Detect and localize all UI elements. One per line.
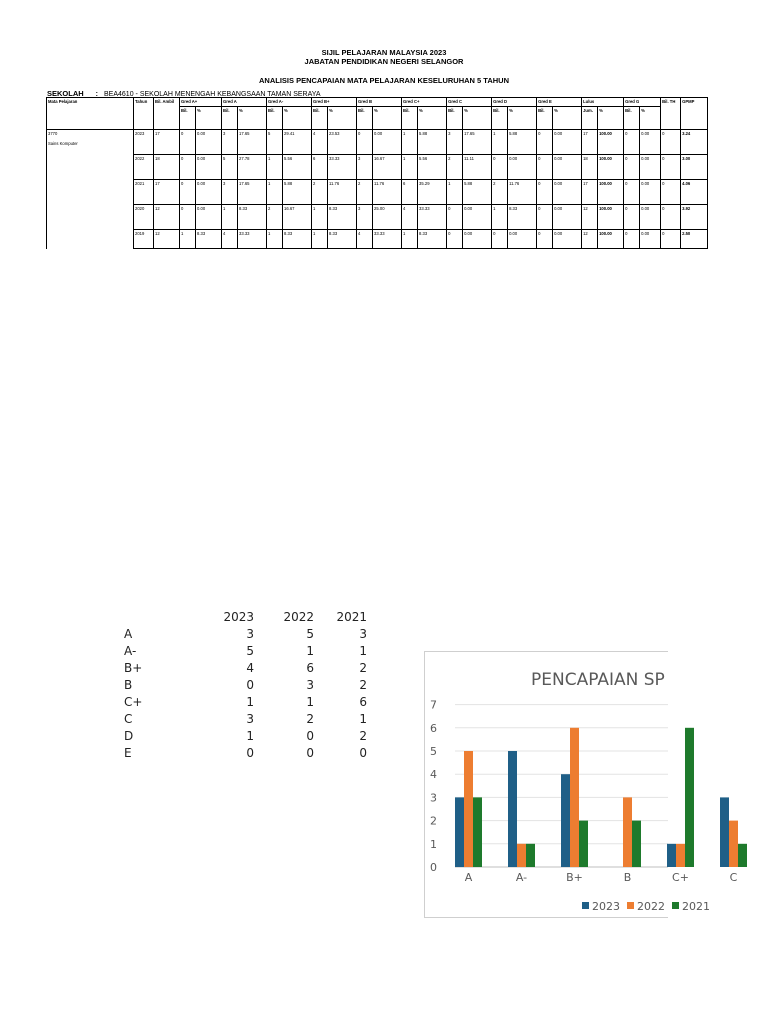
header-percent: %: [640, 107, 661, 130]
header-percent: %: [238, 107, 267, 130]
grade-count-cell: 1: [312, 230, 328, 249]
grade-value: 0: [306, 746, 314, 760]
gpmp-cell: 2.50: [681, 230, 708, 249]
year-header: 2021: [336, 610, 367, 624]
grade-percent-cell: 17.65: [238, 130, 267, 155]
results-table: [46, 97, 708, 249]
grade-percent-cell: 8.33: [196, 230, 222, 249]
grade-percent-cell: 8.33: [508, 205, 537, 230]
grade-percent-cell: 33.33: [328, 155, 357, 180]
year-cell: 2019: [134, 230, 154, 249]
bar: [455, 797, 464, 867]
header-percent: %: [328, 107, 357, 130]
y-tick-label: 7: [430, 698, 437, 712]
y-tick-label: 3: [430, 791, 437, 805]
pass-count-cell: 12: [582, 230, 598, 249]
grade-count-cell: 1: [492, 130, 508, 155]
grade-percent-cell: 0.00: [553, 155, 582, 180]
header-count: Bil.: [537, 107, 553, 130]
grade-percent-cell: 0.00: [553, 205, 582, 230]
y-tick-label: 2: [430, 814, 437, 828]
grade-label: B+: [124, 661, 143, 675]
header-year: Tahun: [134, 98, 154, 130]
grade-count-cell: 1: [402, 155, 418, 180]
y-tick-label: 4: [430, 768, 437, 782]
grade-label: B: [124, 678, 133, 692]
grade-percent-cell: 17.65: [238, 180, 267, 205]
grade-count-cell: 3: [222, 180, 238, 205]
year-header: 2023: [223, 610, 254, 624]
grade-count-cell: 0: [537, 205, 553, 230]
grade-percent-cell: 8.33: [418, 230, 447, 249]
grade-value: 0: [359, 746, 367, 760]
bar: [473, 797, 482, 867]
grade-count-cell: 3: [222, 130, 238, 155]
grade-count-cell: 1: [267, 180, 283, 205]
header-count: Bil.: [624, 107, 640, 130]
header-count: Bil.: [402, 107, 418, 130]
fail-count-cell: 0: [624, 205, 640, 230]
grade-count-cell: 2: [312, 180, 328, 205]
grade-value: 1: [306, 695, 314, 709]
fail-count-cell: 0: [624, 230, 640, 249]
header-th: Bil. TH: [661, 98, 681, 130]
legend-label: 2022: [637, 900, 665, 913]
grade-percent-cell: 35.29: [418, 180, 447, 205]
legend-swatch: [582, 902, 589, 909]
x-tick-label: A-: [515, 871, 528, 884]
pass-count-cell: 18: [582, 155, 598, 180]
grade-value: 1: [246, 729, 254, 743]
chart-svg: [425, 652, 738, 917]
legend-swatch: [672, 902, 679, 909]
candidates-cell: 12: [154, 230, 180, 249]
grade-value: 3: [359, 627, 367, 641]
header-grade: Gred A+: [180, 98, 222, 107]
fail-count-cell: 0: [624, 180, 640, 205]
grade-count-cell: 0: [180, 155, 196, 180]
grade-count-cell: 0: [537, 180, 553, 205]
table-row: [47, 205, 708, 230]
header-count: Bil.: [267, 107, 283, 130]
grade-count-cell: 5: [267, 130, 283, 155]
school-colon: :: [95, 91, 99, 98]
grade-percent-cell: 8.33: [283, 230, 312, 249]
grade-percent-cell: 5.88: [283, 180, 312, 205]
grade-value: 2: [359, 678, 367, 692]
subject-code: 3770: [48, 131, 58, 136]
pass-percent-cell: 100.00: [598, 155, 624, 180]
header-percent: %: [553, 107, 582, 130]
y-tick-label: 5: [430, 745, 437, 758]
bar: [676, 844, 685, 867]
school-label: SEKOLAH: [47, 89, 84, 98]
grade-count-cell: 4: [357, 230, 373, 249]
grade-percent-cell: 17.65: [463, 130, 492, 155]
grade-percent-cell: 0.00: [508, 230, 537, 249]
x-tick-label: C+: [672, 871, 689, 884]
grade-count-cell: 0: [180, 130, 196, 155]
grade-value: 1: [306, 644, 314, 658]
bar: [667, 844, 676, 867]
grade-value: 1: [246, 695, 254, 709]
grade-count-cell: 3: [447, 130, 463, 155]
grade-value: 1: [359, 712, 367, 726]
grade-count-cell: 6: [312, 155, 328, 180]
bar: [464, 751, 473, 867]
candidates-cell: 17: [154, 180, 180, 205]
th-cell: 0: [661, 130, 681, 155]
grade-count-cell: 0: [492, 155, 508, 180]
gpmp-cell: 3.24: [681, 130, 708, 155]
grade-percent-cell: 11.11: [463, 155, 492, 180]
grade-count-cell: 1: [267, 155, 283, 180]
bar: [570, 728, 579, 867]
fail-percent-cell: 0.00: [640, 155, 661, 180]
grade-label: A-: [124, 644, 137, 658]
grade-chart: [424, 651, 738, 918]
table-header-row: [47, 98, 708, 107]
grade-percent-cell: 5.88: [463, 180, 492, 205]
header-percent: %: [508, 107, 537, 130]
grade-percent-cell: 11.76: [373, 180, 402, 205]
grade-count-cell: 0: [180, 180, 196, 205]
y-tick-label: 6: [430, 721, 437, 735]
gpmp-cell: 3.00: [681, 155, 708, 180]
header-grade: Gred B+: [312, 98, 357, 107]
grade-percent-cell: 16.67: [373, 155, 402, 180]
table-row: [47, 130, 708, 155]
header-percent: %: [598, 107, 624, 130]
report-title: ANALISIS PENCAPAIAN MATA PELAJARAN KESELURUHAN 5 TAHUN: [258, 76, 509, 85]
grade-value: 0: [306, 729, 314, 743]
header-percent: %: [283, 107, 312, 130]
fail-count-cell: 0: [624, 155, 640, 180]
grade-percent-cell: 16.67: [283, 205, 312, 230]
grade-percent-cell: 0.00: [553, 130, 582, 155]
grade-percent-cell: 8.33: [238, 205, 267, 230]
header-percent: %: [196, 107, 222, 130]
bar: [685, 728, 694, 867]
grade-count-cell: 5: [222, 155, 238, 180]
school-value: BEA4610 - SEKOLAH MENENGAH KEBANGSAAN TAMAN SERAYA: [104, 91, 321, 98]
header-pass: Lulus: [582, 98, 624, 107]
gpmp-cell: 3.92: [681, 205, 708, 230]
bar: [720, 797, 729, 867]
grade-label: D: [124, 729, 134, 743]
table-row: [47, 230, 708, 249]
grade-value: 2: [359, 729, 367, 743]
grade-value: 4: [246, 661, 254, 675]
header-count: Bil.: [180, 107, 196, 130]
grade-count-cell: 1: [267, 230, 283, 249]
grade-count-cell: 4: [222, 230, 238, 249]
header-subject: Mata Pelajaran: [47, 98, 134, 130]
grade-count-cell: 1: [180, 230, 196, 249]
fail-count-cell: 0: [624, 130, 640, 155]
y-tick-label: 0: [430, 861, 437, 874]
fail-percent-cell: 0.00: [640, 205, 661, 230]
y-tick-label: 1: [430, 837, 437, 851]
header-count: Bil.: [222, 107, 238, 130]
grade-percent-cell: 0.00: [196, 205, 222, 230]
fail-percent-cell: 0.00: [640, 180, 661, 205]
pass-percent-cell: 100.00: [598, 230, 624, 249]
candidates-cell: 17: [154, 130, 180, 155]
header-gpmp: GPMP: [681, 98, 708, 130]
year-cell: 2020: [134, 205, 154, 230]
header-percent: %: [373, 107, 402, 130]
grade-percent-cell: 27.78: [238, 155, 267, 180]
pass-percent-cell: 100.00: [598, 180, 624, 205]
year-cell: 2022: [134, 155, 154, 180]
grade-percent-cell: 0.00: [553, 180, 582, 205]
grade-percent-cell: 5.56: [418, 155, 447, 180]
grade-count-cell: 6: [402, 180, 418, 205]
header-count: Bil.: [492, 107, 508, 130]
grade-percent-cell: 0.00: [196, 130, 222, 155]
grade-percent-cell: 8.33: [328, 230, 357, 249]
grade-count-cell: 4: [402, 205, 418, 230]
grade-label: C+: [124, 695, 143, 709]
grade-percent-cell: 0.00: [373, 130, 402, 155]
header-grade: Gred A-: [267, 98, 312, 107]
grade-count-cell: 1: [402, 230, 418, 249]
x-tick-label: B: [623, 871, 632, 884]
grade-value: 3: [246, 627, 254, 641]
grade-percent-cell: 33.33: [238, 230, 267, 249]
year-cell: 2023: [134, 130, 154, 155]
header-count: Bil.: [447, 107, 463, 130]
pass-percent-cell: 100.00: [598, 205, 624, 230]
grade-percent-cell: 0.00: [196, 180, 222, 205]
grade-value: 0: [246, 746, 254, 760]
header-percent: %: [463, 107, 492, 130]
grade-count-cell: 1: [222, 205, 238, 230]
pass-percent-cell: 100.00: [598, 130, 624, 155]
grade-percent-cell: 0.00: [508, 155, 537, 180]
th-cell: 0: [661, 180, 681, 205]
bar: [508, 751, 517, 867]
candidates-cell: 12: [154, 205, 180, 230]
pass-count-cell: 17: [582, 130, 598, 155]
x-tick-label: C: [729, 871, 738, 884]
gpmp-cell: 4.06: [681, 180, 708, 205]
fail-percent-cell: 0.00: [640, 130, 661, 155]
grade-count-cell: 1: [312, 205, 328, 230]
candidates-cell: 18: [154, 155, 180, 180]
grade-count-cell: 0: [447, 205, 463, 230]
grade-value: 5: [246, 644, 254, 658]
grade-value: 1: [359, 644, 367, 658]
bar: [632, 821, 641, 867]
grade-value: 6: [306, 661, 314, 675]
header-grade: Gred B: [357, 98, 402, 107]
header-count: Bil.: [312, 107, 328, 130]
department-title: JABATAN PENDIDIKAN NEGERI SELANGOR: [304, 57, 464, 66]
grade-count-cell: 4: [312, 130, 328, 155]
grade-value: 5: [306, 627, 314, 641]
grade-value: 3: [246, 712, 254, 726]
grade-percent-cell: 25.00: [373, 205, 402, 230]
grade-value: 2: [306, 712, 314, 726]
grade-count-cell: 0: [492, 230, 508, 249]
header-count: Jum.: [582, 107, 598, 130]
fail-percent-cell: 0.00: [640, 230, 661, 249]
grade-count-cell: 1: [447, 180, 463, 205]
table-row: [47, 155, 708, 180]
header-grade: Gred C+: [402, 98, 447, 107]
grade-percent-cell: 8.33: [328, 205, 357, 230]
grade-label: A: [124, 627, 133, 641]
grade-count-cell: 2: [357, 180, 373, 205]
grade-percent-cell: 0.00: [196, 155, 222, 180]
subject-cell: [47, 130, 134, 249]
chart-title: PENCAPAIAN SP: [531, 670, 665, 690]
header-grade: Gred D: [492, 98, 537, 107]
bar: [623, 797, 632, 867]
grade-percent-cell: 11.76: [328, 180, 357, 205]
th-cell: 0: [661, 205, 681, 230]
bar: [517, 844, 526, 867]
x-tick-label: B+: [566, 871, 583, 884]
bar: [526, 844, 535, 867]
header-grade: Gred E: [537, 98, 582, 107]
grade-count-cell: 0: [537, 230, 553, 249]
grade-percent-cell: 33.33: [418, 205, 447, 230]
th-cell: 0: [661, 230, 681, 249]
grade-count-cell: 0: [357, 130, 373, 155]
year-header: 2022: [283, 610, 314, 624]
x-tick-label: A: [464, 871, 473, 884]
grade-percent-cell: 0.00: [553, 230, 582, 249]
grade-percent-cell: 5.56: [283, 155, 312, 180]
header-grade: Gred C: [447, 98, 492, 107]
header-count: Bil.: [357, 107, 373, 130]
pass-count-cell: 12: [582, 205, 598, 230]
grade-count-cell: 0: [537, 155, 553, 180]
grade-count-cell: 1: [402, 130, 418, 155]
exam-title: SIJIL PELAJARAN MALAYSIA 2023: [321, 48, 447, 57]
grade-count-cell: 2: [492, 180, 508, 205]
grade-percent-cell: 0.00: [463, 205, 492, 230]
grade-value: 0: [246, 678, 254, 692]
grade-value: 3: [306, 678, 314, 692]
legend-swatch: [627, 902, 634, 909]
header-fail: Gred G: [624, 98, 661, 107]
grade-value: 6: [359, 695, 367, 709]
year-cell: 2021: [134, 180, 154, 205]
grade-percent-cell: 11.76: [508, 180, 537, 205]
table-row: [47, 180, 708, 205]
bar: [738, 844, 747, 867]
bar: [579, 821, 588, 867]
grade-count-cell: 3: [357, 205, 373, 230]
grade-percent-cell: 23.53: [328, 130, 357, 155]
grade-percent-cell: 33.33: [373, 230, 402, 249]
bar: [561, 774, 570, 867]
grade-count-cell: 3: [357, 155, 373, 180]
pass-count-cell: 17: [582, 180, 598, 205]
grade-count-cell: 0: [180, 205, 196, 230]
grade-percent-cell: 5.88: [508, 130, 537, 155]
grade-count-cell: 1: [492, 205, 508, 230]
header-grade: Gred A: [222, 98, 267, 107]
grade-label: C: [124, 712, 133, 726]
legend-label: 2023: [592, 900, 620, 913]
grade-percent-cell: 29.41: [283, 130, 312, 155]
grade-count-cell: 2: [267, 205, 283, 230]
bar: [729, 821, 738, 867]
grade-percent-cell: 5.88: [418, 130, 447, 155]
grade-count-cell: 0: [447, 230, 463, 249]
grade-value: 2: [359, 661, 367, 675]
grade-percent-cell: 0.00: [463, 230, 492, 249]
header-percent: %: [418, 107, 447, 130]
grade-label: E: [124, 746, 132, 760]
th-cell: 0: [661, 155, 681, 180]
grade-count-cell: 0: [537, 130, 553, 155]
legend-label: 2021: [682, 900, 710, 913]
grade-count-cell: 2: [447, 155, 463, 180]
header-candidates: Bil. Ambil: [154, 98, 180, 130]
subject-name: Sains Komputer: [48, 141, 78, 146]
